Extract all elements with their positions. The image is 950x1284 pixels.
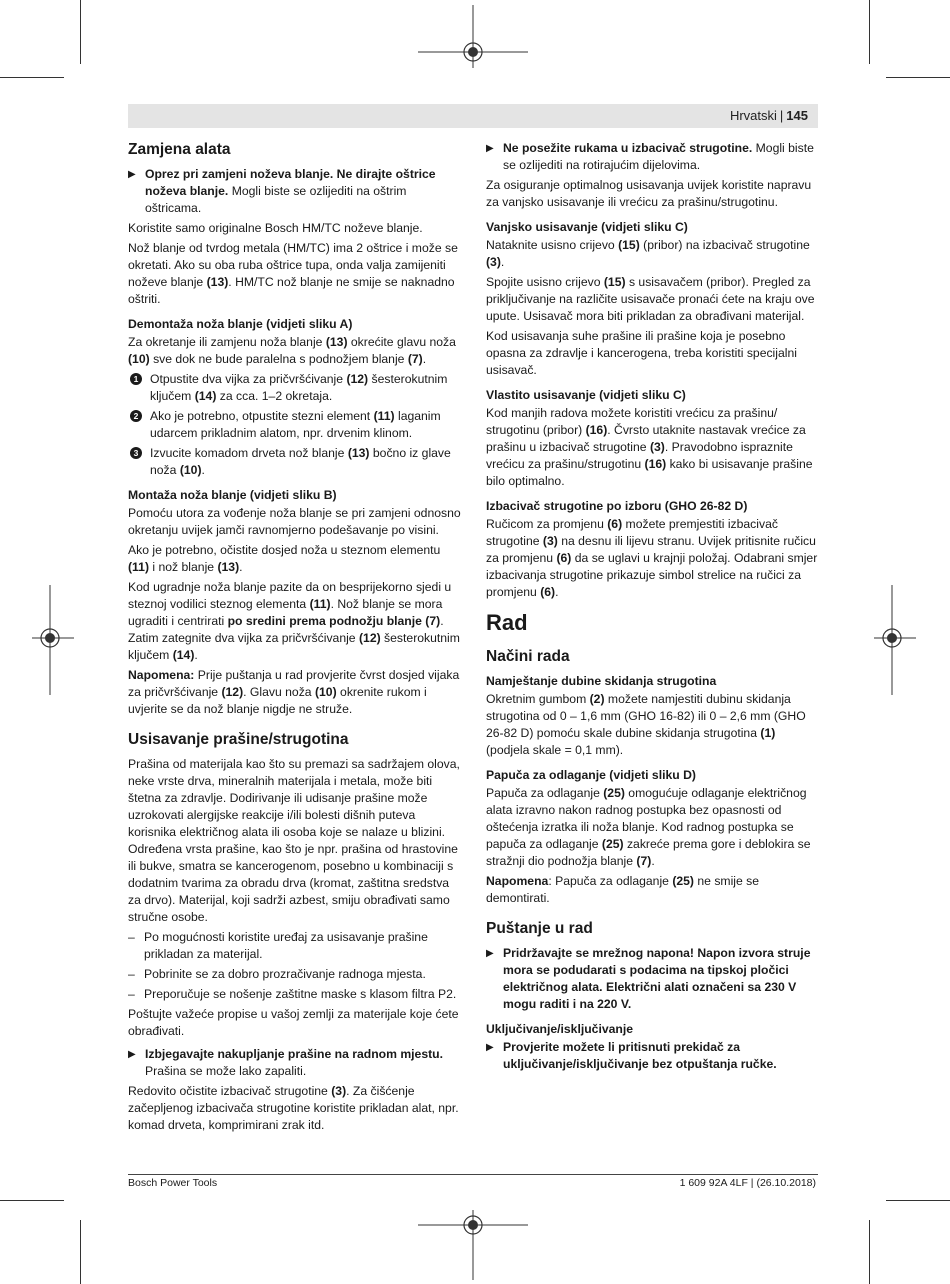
crop-mark bbox=[886, 1200, 950, 1201]
paragraph-cut-depth: Okretnim gumbom (2) možete namjestiti dubinu skidanja strugotina od 0 – 1,6 mm (GHO 16-82) ili 0 – 2,6 mm (GHO 26-82 D) pomoću skale dubine skidanja strugotina (1) (podjela skale = 0,1 mm). bbox=[486, 692, 806, 757]
crop-mark bbox=[80, 0, 81, 64]
heading-operating-modes: Načini rada bbox=[486, 648, 570, 665]
warning-blade-change: ▶ Oprez pri zamjeni noževa blanje. Ne dirajte oštrice noževa blanje. Mogli biste se ozlijediti na oštrim oštricama. bbox=[128, 166, 464, 217]
warning-ejector-hands: ▶ Ne posežite rukama u izbacivač strugotine. Mogli biste se ozlijediti na rotirajućim dijelovima. bbox=[486, 140, 818, 174]
step-number-icon: 3 bbox=[130, 447, 142, 459]
heading-dismount: Demontaža noža blanje (vidjeti sliku A) bbox=[128, 317, 353, 331]
paragraph-parking-shoe: Papuča za odlaganje (25) omogućuje odlaganje električnog alata izravno nakon radnog postupka bez opasnosti od oštećenja izratka ili noža blanje. Kod radnog postupka se papuča za odlaganje (25) zakreće prema gore i deblokira se stražnji dio podnožja blanje (7). bbox=[486, 786, 811, 868]
header-text: Hrvatski | 145 bbox=[729, 108, 808, 123]
paragraph-regulations: Poštujte važeće propise u vašoj zemlji za materijale koje ćete obrađivati. bbox=[128, 1007, 459, 1038]
heading-start-up: Puštanje u rad bbox=[486, 920, 593, 937]
page-number: 145 bbox=[786, 108, 808, 123]
paragraph-note-shoe: Napomena: Papuča za odlaganje (25) ne smije se demontirati. bbox=[486, 874, 760, 905]
step-1: 1 Otpustite dva vijka za pričvršćivanje (12) šesterokutnim ključem (14) za cca. 1–2 okretaja. bbox=[128, 371, 464, 405]
paragraph-ejector-lever: Ručicom za promjenu (6) možete premjestiti izbacivač strugotine (3) na desnu ili lijevu stranu. Uvijek pritisnite ručicu za promjenu (6) da se uglavi u krajnji položaj. Odabrani smjer izbacivanja strugotine prikazuje simbol strelice na ručici za promjenu (6). bbox=[486, 517, 818, 599]
crop-mark bbox=[869, 0, 870, 64]
paragraph-dust-bag: Kod manjih radova možete koristiti vrećicu za prašinu/ strugotinu (pribor) (16). Čvrsto utaknite nastavak vrećice za prašinu u izbacivač strugotine (3). Pravodobno ispraznite vrećicu za prašinu/strugotinu (16) kako bi usisavanje prašine bilo optimalno. bbox=[486, 406, 813, 488]
paragraph-connect-hose: Spojite usisno crijevo (15) s usisavačem (pribor). Pregled za priključivanje na različite usisavače pronaći ćete na kraju ove upute. Usisavač mora biti prikladan za obrađivani materijal. bbox=[486, 275, 815, 323]
page-header bbox=[128, 104, 818, 128]
crop-mark bbox=[80, 1220, 81, 1284]
heading-replace-tool: Zamjena alata bbox=[128, 141, 231, 158]
registration-mark-bottom bbox=[418, 1210, 528, 1284]
paragraph-note-mount: Napomena: Prije puštanja u rad provjerite čvrst dosjed vijaka za pričvršćivanje (12). Glavu noža (10) okrenite rukom i uvjerite se da nož blanje nigdje ne struže. bbox=[128, 668, 460, 716]
paragraph-hm-blade: Nož blanje od tvrdog metala (HM/TC) ima 2 oštrice i može se okretati. Ako su oba ruba oštrice tupa, onda valja zamijeniti noževe blanje (13). HM/TC nož blanje ne smije se naknadno oštriti. bbox=[128, 241, 458, 306]
list-item: – Po mogućnosti koristite uređaj za usisavanje prašine prikladan za materijal. bbox=[128, 929, 464, 963]
header-language: Hrvatski bbox=[729, 108, 777, 123]
footer-rule bbox=[128, 1174, 818, 1175]
left-column bbox=[128, 140, 464, 1137]
warning-switch-check: ▶ Provjerite možete li pritisnuti prekidač za uključivanje/isključivanje bez otpuštanja ručke. bbox=[486, 1039, 818, 1073]
heading-mount: Montaža noža blanje (vidjeti sliku B) bbox=[128, 488, 337, 502]
heading-cut-depth: Namještanje dubine skidanja strugotina bbox=[486, 674, 717, 688]
step-number-icon: 2 bbox=[130, 410, 142, 422]
heading-operation: Rad bbox=[486, 610, 528, 635]
registration-mark-top bbox=[418, 0, 528, 70]
paragraph-hose: Nataknite usisno crijevo (15) (pribor) na izbacivač strugotine (3). bbox=[486, 238, 810, 269]
paragraph-optimal-extraction: Za osiguranje optimalnog usisavanja uvijek koristite napravu za vanjsko usisavanje ili vrećicu za prašinu/strugotinu. bbox=[486, 178, 812, 209]
warning-dust-buildup: ▶ Izbjegavajte nakupljanje prašine na radnom mjestu. Prašina se može lako zapaliti. bbox=[128, 1046, 464, 1080]
warning-voltage: ▶ Pridržavajte se mrežnog napona! Napon izvora struje mora se podudarati s podacima na tipskoj pločici električnog alata. Električni alati označeni sa 230 V mogu raditi i na 220 V. bbox=[486, 945, 818, 1013]
paragraph-install-blade: Kod ugradnje noža blanje pazite da on besprijekorno sjedi u steznoj vodilici steznog elementa (11). Nož blanje se mora ugraditi i centrirati po sredini prema podnožju blanje (7). Zatim zategnite dva vijka za pričvršćivanje (12) šesterokutnim ključem (14). bbox=[128, 580, 460, 662]
step-number-icon: 1 bbox=[130, 373, 142, 385]
registration-mark-left bbox=[30, 585, 76, 695]
crop-mark bbox=[869, 1220, 870, 1284]
step-3: 3 Izvucite komadom drveta nož blanje (13) bočno iz glave noža (10). bbox=[128, 445, 464, 479]
heading-ejector-choice: Izbacivač strugotine po izboru (GHO 26-82 D) bbox=[486, 499, 748, 513]
paragraph-mount-guide: Pomoću utora za vođenje noža blanje se pri zamjeni odnosno okretanju uvijek jamči ravnomjerno podešavanje po visini. bbox=[128, 506, 461, 537]
heading-on-off: Uključivanje/isključivanje bbox=[486, 1022, 633, 1036]
footer-brand: Bosch Power Tools bbox=[128, 1177, 218, 1189]
step-2: 2 Ako je potrebno, otpustite stezni element (11) laganim udarcem prikladnim alatom, npr. drvenim klinom. bbox=[128, 408, 464, 442]
crop-mark bbox=[0, 1200, 64, 1201]
crop-mark bbox=[886, 77, 950, 78]
heading-dust-extraction: Usisavanje prašine/strugotina bbox=[128, 731, 349, 748]
footer-doc-number: 1 609 92A 4LF | (26.10.2018) bbox=[679, 1177, 816, 1189]
crop-mark bbox=[0, 77, 64, 78]
right-column bbox=[486, 140, 818, 1076]
paragraph-clean-ejector: Redovito očistite izbacivač strugotine (3). Za čišćenje začepljenog izbacivača strugotine koristite prikladan alat, npr. komad drveta, komprimirani zrak itd. bbox=[128, 1084, 459, 1132]
list-item: – Pobrinite se za dobro prozračivanje radnoga mjesta. bbox=[128, 966, 464, 983]
heading-own-extraction: Vlastito usisavanje (vidjeti sliku C) bbox=[486, 388, 686, 402]
heading-external-extraction: Vanjsko usisavanje (vidjeti sliku C) bbox=[486, 220, 688, 234]
paragraph-clean-seat: Ako je potrebno, očistite dosjed noža u steznom elementu (11) i nož blanje (13). bbox=[128, 543, 441, 574]
list-item: – Preporučuje se nošenje zaštitne maske s klasom filtra P2. bbox=[128, 986, 464, 1003]
paragraph-dust-hazard: Prašina od materijala kao što su premazi sa sadržajem olova, neke vrste drva, mineralnih materijala i metala, može biti štetna za zdravlje. Dodirivanje ili udisanje prašine može uzrokovati alergijske reakcije i/ili bolesti dišnih puteva korisnika električnog alata ili osoba koje se nalaze u blizini. Određena vrsta prašine, kao što je npr. prašina od hrastovine ili bukve, smatra se kancerogenom, posebno u kombinaciji s dodatnim tvarima za obradu drva (kromat, zaštitna sredstva za drvo). Materijal, koji sadrži azbest, smiju obrađivati samo stručne osobe. bbox=[128, 757, 460, 924]
heading-parking-shoe: Papuča za odlaganje (vidjeti sliku D) bbox=[486, 768, 696, 782]
paragraph-dismount: Za okretanje ili zamjenu noža blanje (13) okrećite glavu noža (10) sve dok ne bude paralelna s podnožjem blanje (7). bbox=[128, 335, 456, 366]
registration-mark-right bbox=[872, 585, 918, 695]
paragraph-original-blades: Koristite samo originalne Bosch HM/TC noževe blanje. bbox=[128, 221, 423, 235]
paragraph-special-vacuum: Kod usisavanja suhe prašine ili prašine koja je posebno opasna za zdravlje i kancerogena, treba koristiti specijalni usisavač. bbox=[486, 329, 797, 377]
